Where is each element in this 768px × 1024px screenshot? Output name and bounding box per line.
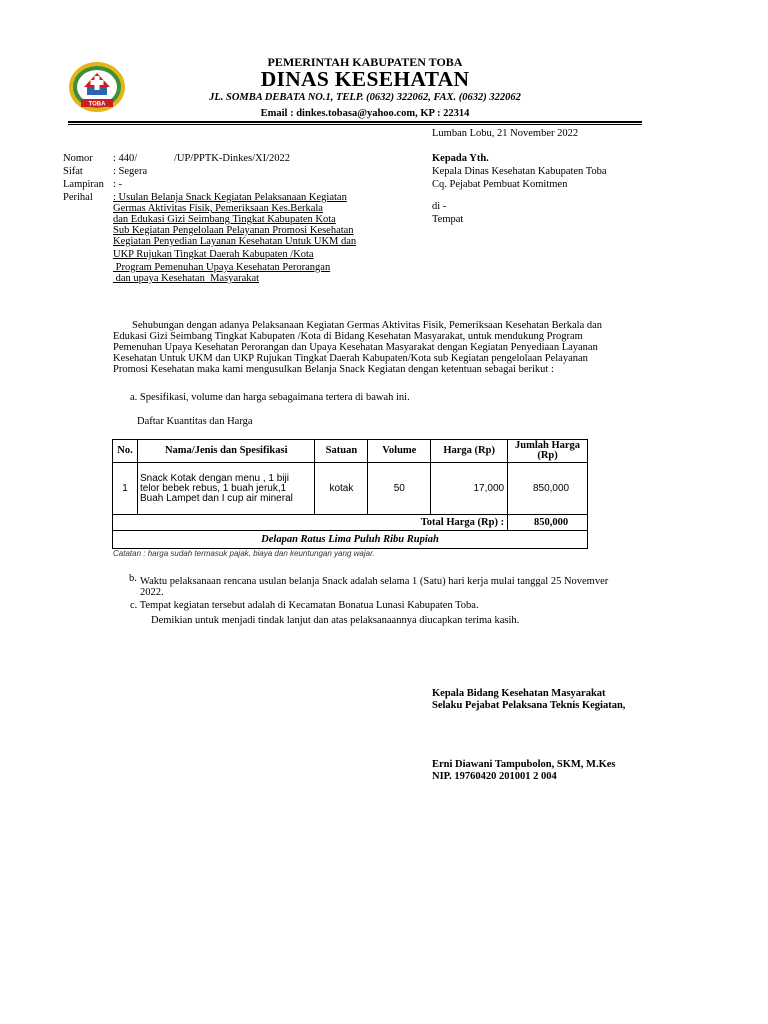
lampiran-label: Lampiran (63, 179, 104, 190)
price-note: Catatan : harga sudah termasuk pajak, biaya dan keuntungan yang wajar. (113, 549, 375, 558)
spec-line: telor bebek rebus, 1 buah jeruk,1 (139, 482, 287, 494)
column-header-no: No. (113, 440, 138, 463)
body-paragraph-line: Edukasi Gizi Seimbang Tingkat Kabupaten /Kota di Bidang Kesehatan Masyarakat, untuk mendukung Program (113, 331, 583, 342)
lampiran-value: : - (113, 179, 123, 190)
spec-line: Snack Kotak dengan menu , 1 biji (139, 472, 289, 484)
column-header-amount: Jumlah Harga (Rp) (508, 440, 588, 463)
cell-no: 1 (113, 463, 138, 515)
item-a: a. Spesifikasi, volume dan harga sebagaimana tertera di bawah ini. (130, 392, 410, 403)
body-paragraph-line: Sehubungan dengan adanya Pelaksanaan Kegiatan Germas Aktivitas Fisik, Pemeriksaan Kesehatan Berkala dan (132, 320, 603, 331)
column-header-price: Harga (Rp) (431, 440, 508, 463)
list-title: Daftar Kuantitas dan Harga (137, 416, 253, 427)
department-address: JL. SOMBA DEBATA NO.1, TELP. (0632) 322062, FAX. (0632) 322062 (209, 92, 521, 103)
signatory-name: Erni Diawani Tampubolon, SKM, M.Kes (432, 759, 616, 770)
logo-label: TOBA (88, 101, 106, 108)
body-paragraph-line: Promosi Kesehatan maka kami mengusulkan Belanja Snack Kegiatan dengan ketentuan sebagai berikut : (113, 364, 554, 375)
table-row (113, 463, 588, 515)
column-header-unit: Satuan (315, 440, 368, 463)
recipient-greeting: Kepada Yth. (432, 153, 489, 164)
perihal-line: dan upaya Kesehatan Masyarakat (113, 273, 260, 284)
nomor-label: Nomor (63, 153, 93, 164)
government-name: PEMERINTAH KABUPATEN TOBA (267, 55, 463, 69)
total-label: Total Harga (Rp) : (113, 515, 508, 531)
perihal-line: dan Edukasi Gizi Seimbang Tingkat Kabupaten Kota (113, 214, 336, 225)
department-email: Email : dinkes.tobasa@yahoo.com, KP : 22314 (260, 108, 470, 119)
total-in-words: Delapan Ratus Lima Puluh Ribu Rupiah (113, 531, 588, 549)
item-c: c. Tempat kegiatan tersebut adalah di Kecamatan Bonatua Lunasi Kabupaten Toba. (130, 600, 479, 611)
perihal-line: UKP Rujukan Tingkat Daerah Kabupaten /Kota (113, 249, 314, 260)
perihal-line: Kegiatan Penyedian Layanan Kesehatan Untuk UKM dan (113, 236, 357, 247)
place-date: Lumban Lobu, 21 November 2022 (432, 128, 579, 139)
nomor-value: : 440/ /UP/PPTK-Dinkes/XI/2022 (113, 153, 291, 164)
closing-sentence: Demikian untuk menjadi tindak lanjut dan atas pelaksanaannya diucapkan terima kasih. (151, 615, 520, 626)
perihal-line: : Usulan Belanja Snack Kegiatan Pelaksanaan Kegiatan (113, 192, 347, 203)
perihal-line: Sub Kegiatan Pengelolaan Pelayanan Promosi Kesehatan (113, 225, 354, 236)
header-divider-thick (68, 121, 642, 123)
sifat-label: Sifat (63, 166, 83, 177)
cell-spec (137, 463, 314, 515)
perihal-line: Germas Aktivitas Fisik, Pemeriksaan Kes.Berkala (113, 203, 323, 214)
body-paragraph-line: Pemenuhan Upaya Kesehatan Perorangan dan Upaya Kesehatan Masyarakat dengan Kegiatan Penyediaan Layanan (113, 342, 598, 353)
item-b-marker: b. (129, 573, 137, 584)
spec-line: Buah Lampet dan I cup air mineral (139, 492, 293, 504)
column-header-spec: Nama/Jenis dan Spesifikasi (137, 440, 314, 463)
table-header-row (113, 440, 588, 463)
total-row (113, 515, 588, 531)
recipient-line: Kepala Dinas Kesehatan Kabupaten Toba (432, 166, 607, 177)
total-value: 850,000 (508, 515, 588, 531)
dinas-kesehatan-logo (68, 61, 126, 113)
recipient-line: Cq. Pejabat Pembuat Komitmen (432, 179, 568, 190)
cell-volume: 50 (368, 463, 431, 515)
department-name: DINAS KESEHATAN (260, 67, 470, 91)
price-table (112, 439, 588, 549)
sifat-value: : Segera (113, 166, 148, 177)
perihal-label: Perihal (63, 192, 93, 203)
item-b-text: Waktu pelaksanaan rencana usulan belanja Snack adalah selama 1 (Satu) hari kerja mulai tanggal 25 Novemver (140, 576, 609, 587)
cell-amount: 850,000 (508, 463, 588, 515)
body-paragraph-line: Kesehatan Untuk UKM dan UKP Rujukan Tingkat Daerah Kabupaten/Kota sub Kegiatan pengelolaan Pelayanan (113, 353, 588, 364)
recipient-di: di - (432, 201, 447, 212)
terbilang-row (113, 531, 588, 549)
recipient-place: Tempat (432, 214, 464, 225)
item-b-text: 2022. (140, 587, 164, 598)
column-header-volume: Volume (368, 440, 431, 463)
signatory-role: Selaku Pejabat Pelaksana Teknis Kegiatan, (432, 700, 626, 711)
signatory-nip: NIP. 19760420 201001 2 004 (432, 771, 557, 782)
cell-price: 17,000 (431, 463, 508, 515)
signatory-title: Kepala Bidang Kesehatan Masyarakat (432, 688, 606, 699)
header-divider-thin (68, 124, 642, 125)
perihal-line: Program Pemenuhan Upaya Kesehatan Perorangan (113, 262, 331, 273)
cell-unit: kotak (315, 463, 368, 515)
